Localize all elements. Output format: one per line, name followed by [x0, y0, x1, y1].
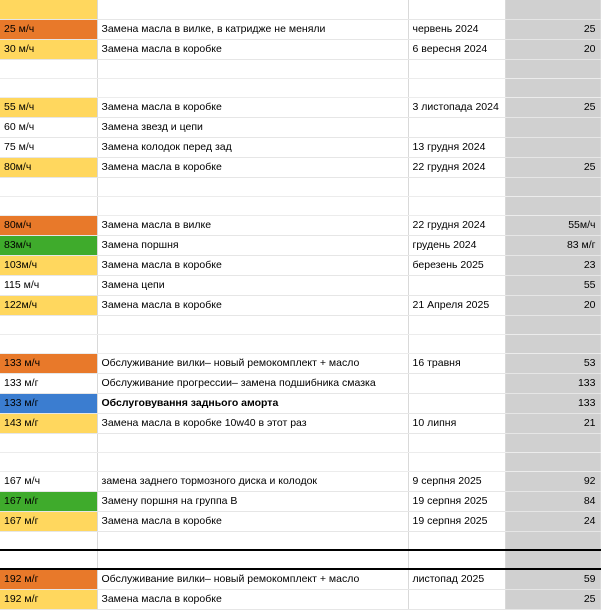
- cell-work[interactable]: Замену поршня на группа В: [97, 491, 408, 511]
- table-row[interactable]: [0, 78, 600, 97]
- cell-interval[interactable]: [505, 177, 600, 196]
- table-row[interactable]: [0, 531, 600, 550]
- cell-interval[interactable]: 20: [505, 39, 600, 59]
- cell-hours[interactable]: 115 м/ч: [0, 275, 97, 295]
- cell-hours[interactable]: [0, 196, 97, 215]
- cell-hours[interactable]: 80м/ч: [0, 215, 97, 235]
- cell-interval[interactable]: [505, 117, 600, 137]
- cell-date[interactable]: березень 2025: [408, 255, 505, 275]
- cell-work[interactable]: [97, 550, 408, 569]
- cell-hours[interactable]: 83м/ч: [0, 235, 97, 255]
- cell-hours[interactable]: [0, 177, 97, 196]
- table-row[interactable]: [0, 471, 600, 491]
- cell-hours[interactable]: 133 м/ч: [0, 353, 97, 373]
- table-row[interactable]: [0, 295, 600, 315]
- cell-interval[interactable]: [505, 334, 600, 353]
- cell-work[interactable]: Замена звезд и цепи: [97, 117, 408, 137]
- cell-interval[interactable]: 55м/ч: [505, 215, 600, 235]
- cell-work[interactable]: [97, 334, 408, 353]
- cell-date[interactable]: [408, 117, 505, 137]
- cell-hours[interactable]: 167 м/г: [0, 491, 97, 511]
- table-row[interactable]: [0, 177, 600, 196]
- table-row[interactable]: [0, 59, 600, 78]
- cell-interval[interactable]: [505, 315, 600, 334]
- cell-interval[interactable]: 25: [505, 97, 600, 117]
- cell-work[interactable]: Обслуживание вилки– новый ремокомплект + масло: [97, 569, 408, 590]
- table-row[interactable]: [0, 117, 600, 137]
- cell-interval[interactable]: [505, 0, 600, 19]
- cell-date[interactable]: [408, 315, 505, 334]
- cell-date[interactable]: [408, 196, 505, 215]
- table-row[interactable]: [0, 235, 600, 255]
- cell-work[interactable]: Замена поршня: [97, 235, 408, 255]
- cell-interval[interactable]: 53: [505, 353, 600, 373]
- cell-hours[interactable]: 143 м/г: [0, 413, 97, 433]
- cell-work[interactable]: Замена колодок перед зад: [97, 137, 408, 157]
- cell-date[interactable]: [408, 531, 505, 550]
- cell-interval[interactable]: 92: [505, 471, 600, 491]
- cell-work[interactable]: [97, 0, 408, 19]
- cell-interval[interactable]: 133: [505, 393, 600, 413]
- cell-work[interactable]: Замена цепи: [97, 275, 408, 295]
- cell-interval[interactable]: 25: [505, 590, 600, 610]
- table-row[interactable]: [0, 19, 600, 39]
- cell-hours[interactable]: [0, 334, 97, 353]
- cell-interval[interactable]: 59: [505, 569, 600, 590]
- cell-hours[interactable]: 133 м/г: [0, 393, 97, 413]
- table-row[interactable]: [0, 491, 600, 511]
- cell-interval[interactable]: [505, 433, 600, 452]
- cell-hours[interactable]: 60 м/ч: [0, 117, 97, 137]
- cell-date[interactable]: [408, 0, 505, 19]
- cell-hours[interactable]: [0, 59, 97, 78]
- cell-work[interactable]: замена заднего тормозного диска и колодок: [97, 471, 408, 491]
- table-row[interactable]: [0, 39, 600, 59]
- table-row[interactable]: [0, 433, 600, 452]
- table-row[interactable]: [0, 550, 600, 569]
- cell-interval[interactable]: [505, 452, 600, 471]
- cell-interval[interactable]: 25: [505, 157, 600, 177]
- cell-date[interactable]: 9 серпня 2025: [408, 471, 505, 491]
- cell-hours[interactable]: 80м/ч: [0, 157, 97, 177]
- table-row[interactable]: [0, 569, 600, 590]
- cell-interval[interactable]: 83 м/г: [505, 235, 600, 255]
- cell-date[interactable]: [408, 275, 505, 295]
- cell-date[interactable]: 13 грудня 2024: [408, 137, 505, 157]
- cell-interval[interactable]: 55: [505, 275, 600, 295]
- table-row[interactable]: [0, 275, 600, 295]
- table-row[interactable]: [0, 413, 600, 433]
- cell-interval[interactable]: 133: [505, 373, 600, 393]
- cell-work[interactable]: [97, 196, 408, 215]
- cell-interval[interactable]: 84: [505, 491, 600, 511]
- cell-date[interactable]: 22 грудня 2024: [408, 215, 505, 235]
- cell-work[interactable]: [97, 531, 408, 550]
- cell-work[interactable]: Замена масла в коробке: [97, 255, 408, 275]
- table-row[interactable]: [0, 511, 600, 531]
- cell-work[interactable]: [97, 452, 408, 471]
- cell-date[interactable]: 3 листопада 2024: [408, 97, 505, 117]
- table-row[interactable]: [0, 334, 600, 353]
- cell-hours[interactable]: [0, 433, 97, 452]
- cell-work[interactable]: Обслуговування заднього аморта: [97, 393, 408, 413]
- cell-work[interactable]: Обслуживание вилки– новый ремокомплект + масло: [97, 353, 408, 373]
- table-row[interactable]: [0, 196, 600, 215]
- cell-date[interactable]: листопад 2025: [408, 569, 505, 590]
- table-row[interactable]: [0, 157, 600, 177]
- cell-date[interactable]: [408, 334, 505, 353]
- table-row[interactable]: [0, 590, 600, 610]
- cell-date[interactable]: [408, 393, 505, 413]
- cell-hours[interactable]: [0, 550, 97, 569]
- cell-hours[interactable]: [0, 78, 97, 97]
- cell-work[interactable]: Замена масла в коробке 10w40 в этот раз: [97, 413, 408, 433]
- table-row[interactable]: [0, 97, 600, 117]
- cell-hours[interactable]: 55 м/ч: [0, 97, 97, 117]
- cell-interval[interactable]: [505, 137, 600, 157]
- cell-date[interactable]: 19 серпня 2025: [408, 491, 505, 511]
- cell-hours[interactable]: 103м/ч: [0, 255, 97, 275]
- cell-date[interactable]: грудень 2024: [408, 235, 505, 255]
- cell-interval[interactable]: 23: [505, 255, 600, 275]
- cell-work[interactable]: [97, 315, 408, 334]
- table-row[interactable]: [0, 137, 600, 157]
- table-row[interactable]: [0, 0, 600, 19]
- table-row[interactable]: [0, 215, 600, 235]
- cell-work[interactable]: Замена масла в вилке, в катридже не меняли: [97, 19, 408, 39]
- cell-work[interactable]: Замена масла в коробке: [97, 511, 408, 531]
- cell-date[interactable]: [408, 59, 505, 78]
- table-row[interactable]: [0, 315, 600, 334]
- cell-work[interactable]: Замена масла в коробке: [97, 39, 408, 59]
- cell-hours[interactable]: 25 м/ч: [0, 19, 97, 39]
- cell-work[interactable]: [97, 433, 408, 452]
- cell-date[interactable]: 10 липня: [408, 413, 505, 433]
- cell-interval[interactable]: [505, 59, 600, 78]
- cell-hours[interactable]: 192 м/г: [0, 569, 97, 590]
- cell-hours[interactable]: 167 м/ч: [0, 471, 97, 491]
- cell-date[interactable]: 19 серпня 2025: [408, 511, 505, 531]
- cell-date[interactable]: [408, 373, 505, 393]
- cell-hours[interactable]: 30 м/ч: [0, 39, 97, 59]
- cell-interval[interactable]: [505, 196, 600, 215]
- cell-interval[interactable]: [505, 550, 600, 569]
- cell-work[interactable]: Замена масла в коробке: [97, 97, 408, 117]
- table-row[interactable]: [0, 353, 600, 373]
- cell-date[interactable]: [408, 550, 505, 569]
- cell-work[interactable]: Обслуживание прогрессии– замена подшибника смазка: [97, 373, 408, 393]
- cell-interval[interactable]: 21: [505, 413, 600, 433]
- cell-hours[interactable]: [0, 315, 97, 334]
- cell-work[interactable]: Замена масла в коробке: [97, 157, 408, 177]
- cell-work[interactable]: [97, 59, 408, 78]
- cell-work[interactable]: [97, 78, 408, 97]
- cell-interval[interactable]: 25: [505, 19, 600, 39]
- cell-interval[interactable]: [505, 78, 600, 97]
- cell-work[interactable]: [97, 177, 408, 196]
- cell-interval[interactable]: 24: [505, 511, 600, 531]
- cell-date[interactable]: [408, 433, 505, 452]
- table-row[interactable]: [0, 393, 600, 413]
- cell-hours[interactable]: [0, 0, 97, 19]
- cell-date[interactable]: [408, 78, 505, 97]
- cell-date[interactable]: 22 грудня 2024: [408, 157, 505, 177]
- table-row[interactable]: [0, 255, 600, 275]
- cell-date[interactable]: 16 травня: [408, 353, 505, 373]
- cell-interval[interactable]: [505, 531, 600, 550]
- cell-date[interactable]: червень 2024: [408, 19, 505, 39]
- cell-work[interactable]: Замена масла в вилке: [97, 215, 408, 235]
- cell-hours[interactable]: 192 м/г: [0, 590, 97, 610]
- cell-hours[interactable]: 167 м/г: [0, 511, 97, 531]
- cell-date[interactable]: 6 вересня 2024: [408, 39, 505, 59]
- cell-hours[interactable]: 122м/ч: [0, 295, 97, 315]
- cell-hours[interactable]: 75 м/ч: [0, 137, 97, 157]
- cell-interval[interactable]: 20: [505, 295, 600, 315]
- cell-work[interactable]: Замена масла в коробке: [97, 590, 408, 610]
- table-row[interactable]: [0, 452, 600, 471]
- cell-work[interactable]: Замена масла в коробке: [97, 295, 408, 315]
- cell-hours[interactable]: 133 м/г: [0, 373, 97, 393]
- cell-hours[interactable]: [0, 452, 97, 471]
- cell-date[interactable]: 21 Апреля 2025: [408, 295, 505, 315]
- cell-date[interactable]: [408, 590, 505, 610]
- cell-hours[interactable]: [0, 531, 97, 550]
- cell-date[interactable]: [408, 177, 505, 196]
- cell-date[interactable]: [408, 452, 505, 471]
- table-row[interactable]: [0, 373, 600, 393]
